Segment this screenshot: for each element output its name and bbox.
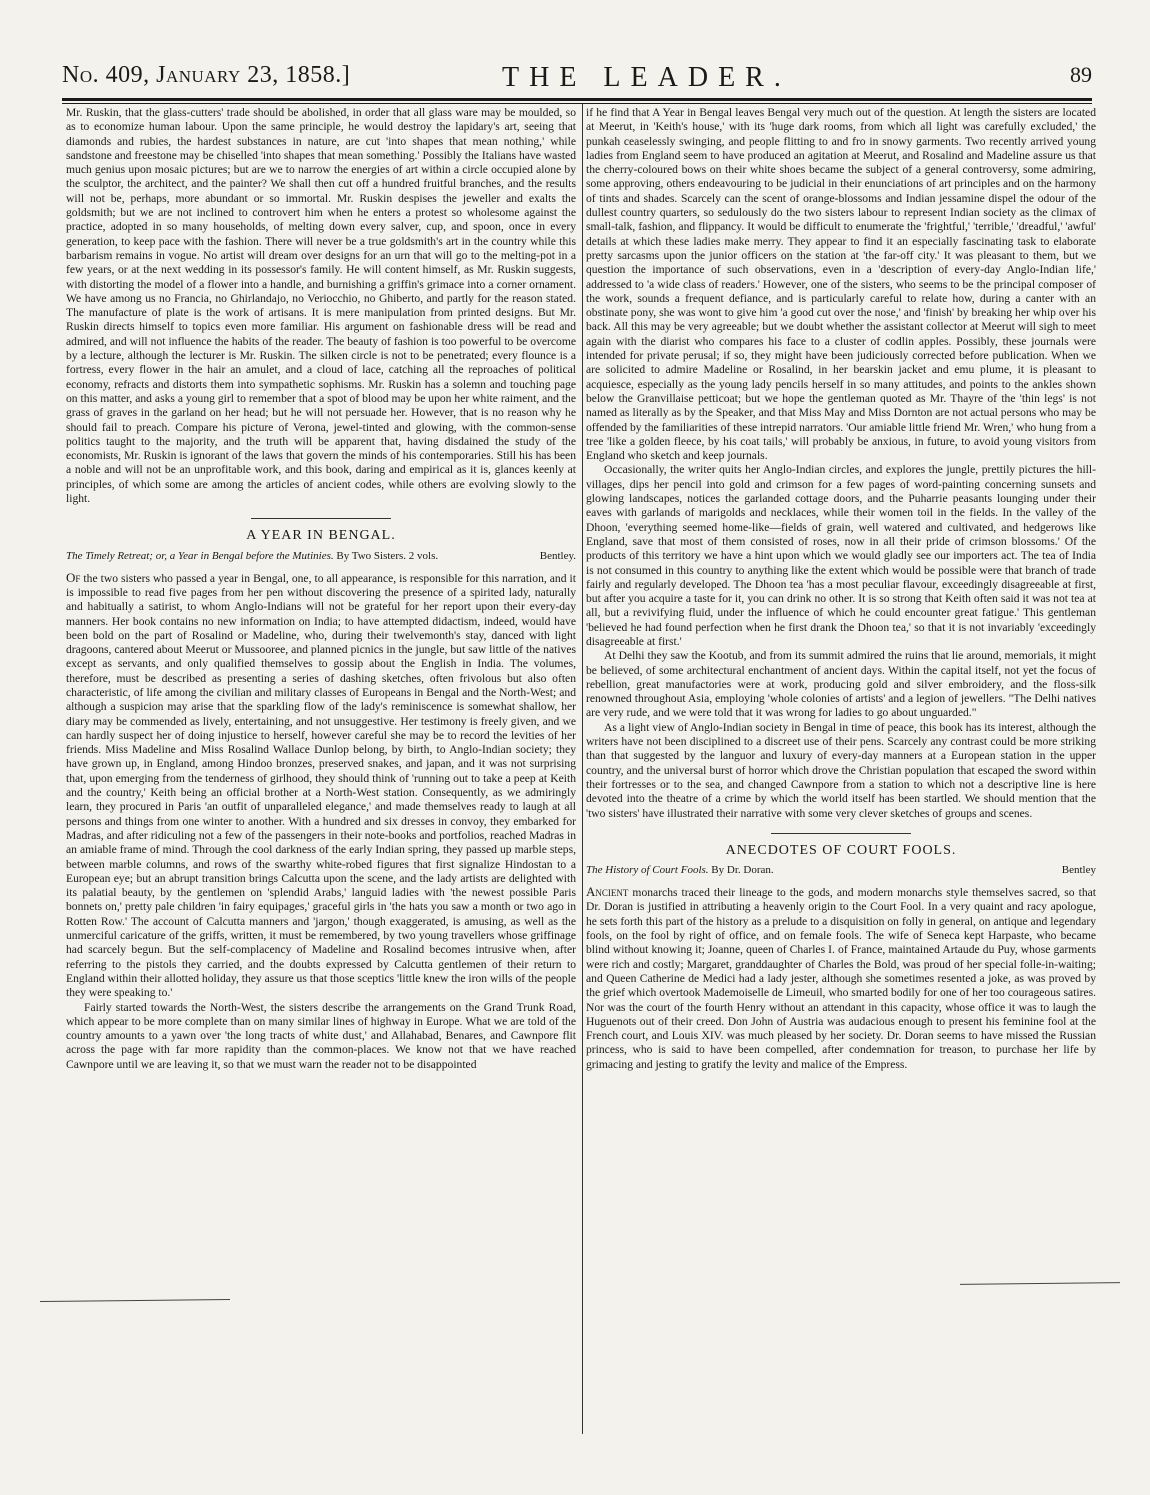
paragraph-body: monarchs traced their lineage to the gods, and modern monarchs style themselves sacred, so that Dr. Doran is justified in attributing a heavenly origin to the Court Fool. In a very quaint and racy apologue, he sets forth this part of the history as a prelude to a disquisition on folly in general, on antique and legendary fools, on the fool by right of office, and on female fools. The wife of Seneca kept Harpaste, who became blind without knowing it; Joanne, queen of Charles I. of France, maintained Artaude du Puy, whose garments were rich and costly; Margaret, granddaughter of Charles the Bold, was proud of her special folle-in-waiting; and Queen Catherine de Medici had a lady jester, although she sometimes resented a joke, as was proved by the grief which overtook Mademoiselle de Limeuil, who smarted bodily for one of her too courageous satires. Nor was the court of the fourth Henry without an attendant in this capacity, whose office it was to laugh the Huguenots out of their creed. Don John of Austria was audacious enough to present his feminine fool at the French court, and Louis XIV. was much pleased by her society. Dr. Doran seems to have missed the Russian princess, who is said to have been compelled, after condemnation for treason, to purchase her life by grimacing and jesting to gratify the levity and malice of the Empress. (586, 886, 1096, 1071)
citation-work: The History of Court Fools. (586, 864, 709, 877)
left-column (66, 106, 576, 1436)
citation-publisher: Bentley. (539, 549, 576, 562)
bengal-paragraph: if he find that A Year in Bengal leaves Bengal very much out of the question. At length the sisters are located at Meerut, in 'Keith's house,' with its 'huge dark rooms, from which all light was carefully excluded,' the punkah ceaselessly swinging, and people flitting to and fro in snowy garments. Two recently arrived young ladies from England seem to have produced an agitation at Meerut, and Rosalind and Madeline assure us that the cherry-coloured bows on their white shoes became the subject of a general controversy, some admiring, some approving, others endeavouring to be judicial in their enunciations of art principles and on the harmony of tints and shades. Scarcely can the scent of orange-blossoms and Indian jessamine dispel the odour of the dullest country quarters, so sedulously do the two sisters labour to represent Indian society as the climax of small-talk, fashion, and flippancy. It would be difficult to enumerate the 'frightful,' 'terrible,' 'dreadful,' 'awful' details at which these ladies make merry. They appear to find it an especially fascinating task to elaborate pretty sarcasms upon the junior officers on the station at 'the far-off city.' It was pleasant to them, but we question the importance of such observations, even in a 'description of every-day Anglo-Indian life,' addressed to 'a wide class of readers.' However, one of the sisters, who seems to be the principal composer of the work, sounds a frequent defiance, and is particularly careful to relate how, during a canter with an obstinate pony, she was wont to give him 'a good cut over the nose,' and 'finish' by breaking her whip over his back. All this may be very agreeable; but we doubt whether the assistant collector at Meerut will sigh to meet again with the diarist who compares his face to a cluster of codlin apples. Possibly, these journals were intended for private perusal; if so, they might have been judiciously corrected before publication. When we are solicited to admire Madeline or Rosalind, in her bearskin jacket and emu plume, it is pleasant to acquiesce, especially as the young lady pencils herself in so many attitudes, and points to the ankles shown below the Granvillaise petticoat; but we hope the gentleman quoted as Mr. Thayre of the 'thin legs' is not named as literally as by the Speaker, and that Miss May and Miss Dornton are not actual persons who may be offended by the familiarities of these intrepid narrators. 'Our amiable little friend Mr. Wren,' who hung from a tree 'like a golden fleece, by his coat tails,' will probably be anxious, in future, to avoid young visitors from England who sketch and keep journals. (586, 106, 1096, 463)
citation-work: The Timely Retreat; or, a Year in Bengal before the Mutinies. (66, 549, 334, 562)
section-divider (251, 518, 391, 519)
page-header (62, 62, 1092, 98)
bengal-paragraph: Fairly started towards the North-West, the sisters describe the arrangements on the Grand Trunk Road, which appear to be more complete than on many similar lines of highway in Europe. What we are told of the country amounts to a yawn over 'the long tracts of white dust,' and Allahabad, Benares, and Cawnpore flit across the page with far more rapidity than the common-places. We know not that we have reached Cawnpore until we are leaving it, so that we must warn the reader not to be disappointed (66, 1000, 576, 1071)
citation-publisher: Bentley (1061, 864, 1096, 877)
citation-author: By Dr. Doran. (711, 864, 774, 877)
initial-word: Of (66, 569, 81, 585)
bengal-paragraph: As a light view of Anglo-Indian society in Bengal in time of peace, this book has its interest, although the writers have not been disciplined to a discreet use of their pens. Scarcely any contrast could be more striking than that suggested by the languor and luxury of every-day manners at a European station in the upper country, and the universal burst of horror which drove the Christian population that escaped the sword within their fortresses or to the sea, and changed Cawnpore from a station to which not a descriptive line is here devoted into the theatre of a crime by which the world itself has been startled. We should mention that the 'two sisters' have illustrated their narrative with some very clever sketches of groups and scenes. (586, 720, 1096, 820)
bengal-paragraph (66, 571, 576, 1001)
citation-bengal (66, 550, 576, 563)
right-column (586, 106, 1096, 1436)
bengal-paragraph: At Delhi they saw the Kootub, and from its summit admired the ruins that lie around, memorials, it might be believed, of some architectural enchantment of ancient days. Within the capital itself, not yet the focus of rebellion, great manufactories were at work, producing gold and silver embroidery, and the floss-silk renowned throughout Asia, employing 'whole colonies of artists' and a legion of jewellers. "The Delhi natives are very rude, and we were told that it was wrong for ladies to go about unguarded." (586, 649, 1096, 720)
section-divider (771, 833, 911, 834)
header-rule (62, 98, 1092, 101)
header-rule-thin (62, 103, 1092, 104)
ruskin-review-paragraph: Mr. Ruskin, that the glass-cutters' trade should be abolished, in order that all glass ware may be moulded, so as to economize human labour. Upon the same principle, he would destroy the lapidary's art, seeing that diamonds and rubies, the hardest substances in nature, are cut 'into shapes that mean nothing,' while sandstone and freestone may be chiselled 'into shapes that mean something.' Possibly the Italians have wasted much genius upon mosaic pictures; but are we to narrow the energies of art within a circle occupied alone by the sculptor, the architect, and the painter? We shall then cut off a hundred fruitful branches, and the results will not be, perhaps, more abundant or so immortal. Mr. Ruskin despises the jeweller and exalts the goldsmith; but we are not inclined to controvert him when he enters a protest so wholesome against the practice, adopted in so many households, of melting down every salver, cup, and spoon, once in every generation, to keep pace with the fashion. There will never be a true goldsmith's art in the country while this barbarism remains in vogue. No artist will dream over designs for an urn that will go to the melting-pot in a few years, or at the next wedding in its possessor's family. He will content himself, as Mr. Ruskin suggests, with distorting the model of a flower into a handle, and burnishing a griffin's grimace into a corner ornament. We have among us no Francia, no Ghirlandajo, no Veriocchio, no Ghiberto, and partly for the reason stated. The manufacture of plate is the work of artisans. It is mere manipulation from printed designs. But Mr. Ruskin directs himself to topics even more familiar. His argument on fashionable dress will be read and admired, and will not influence the habits of the reader. The beauty of fashion is too powerful to be overcome by a lecture, although the lecturer is Mr. Ruskin. The silken circle is not to be penetrated; every flounce is a fortress, every flower in the hair an amulet, and a cloud of lace, catching all the reproaches of political economy, refracts and distorts them into sympathetic sophisms. Mr. Ruskin has a solemn and touching page on this matter, and asks a young girl to remember that a spot of blood may be upon her white raiment, and the grass of graves in the garland on her head; but he will not persuade her. However, that is no reason why he should fail to preach. Compare his picture of Verona, jewel-tinted and glowing, with the common-sense politics taught to the majority, and the truth will be apparent that, having disdained the study of the economists, Mr. Ruskin is ignorant of the laws that govern the minds of his contemporaries. Still his has been a noble and will not be an unprofitable work, and this book, daring and empirical as it is, glances keenly at principles, of which some are among the articles of ancient codes, while others are evolving slowly to the light. (66, 106, 576, 506)
paragraph-body: the two sisters who passed a year in Bengal, one, to all appearance, is responsible for this narration, and it is impossible to read five pages from her pen without discovering the presence of a spirited lady, naturally and habitually a satirist, to whom Anglo-Indians will not be grateful for her report upon their every-day manners. Her book contains no new information on India; to have attempted didactism, indeed, would have been bold on the part of Rosalind or Madeline, who, during their twelvemonth's stay, danced with light dragoons, cantered about Meerut or Mussooree, and planned picnics in the jungle, but saw little of the natives except as servants, and only qualified themselves to gossip about the English in India. The volumes, therefore, must be described as presenting a series of dashing sketches, often frivolous but also often characteristic, of life among the civilian and military classes of Europeans in Bengal and the North-West; and although a suspicion may arise that the sparkling flow of the lady's reminiscence is somewhat shallow, her diary may be commended as lively, entertaining, and not unsuggestive. Her testimony is freely given, and we can hardly suspect her of doing injustice to herself, however careful she may be to record the levities of her friends. Miss Madeline and Miss Rosalind Wallace Dunlop belong, by birth, to Anglo-Indian society; they have grown up, in England, among Hindoo bronzes, preserved snakes, and japan, and it was not surprising that, upon emerging from the tenderness of girlhood, they should think of 'running out to take a peep at Keith and the country,' Keith being an official brother at a North-West station. Consequently, as we admiringly learn, they procured in Paris 'an outfit of unparalleled elegance,' and made themselves ready to laugh at all persons and things from one winter to another. With a hundred and six dresses in convoy, they embarked for Madras, and after ridiculing not a few of the passengers in their note-books and portfolios, reached Madras in an amiable frame of mind. Through the cool darkness of the early Indian spring, they passed up marble steps, between marble columns, and rows of the swarthy white-robed figures that first signalize Hindostan to a European eye; but an abrupt transition brings Calcutta upon the scene, and the lady artists are delighted with its palatial beauty, by the gentlemen on 'splendid Arabs,' languid ladies with 'the newest possible Paris bonnets on,' pretty pale children 'in fairy equipages,' graceful girls in 'the hats you saw a month or two ago in Rotten Row.' The account of Calcutta manners and 'jargon,' though exaggerated, is amusing, as well as the unmerciful caricature of the griffs, written, it must be remembered, by two young travellers whose griffinage had scarcely begun. But the self-complacency of Madeline and Rosalind becomes intrusive when, after referring to the pistols they carried, and the doubts expressed by Calcutta gentlemen of their return to England within their allotted holiday, they assure us that those sceptics 'little knew the iron wills of the people they were speaking to.' (66, 571, 576, 1000)
column-divider (582, 104, 583, 1434)
citation-fools (586, 864, 1096, 877)
paper-title: THE LEADER. (502, 62, 791, 93)
fools-paragraph (586, 885, 1096, 1072)
section-title-bengal: A YEAR IN BENGAL. (246, 528, 396, 544)
issue-line: No. 409, January 23, 1858.] (62, 62, 351, 88)
citation-author: By Two Sisters. 2 vols. (336, 549, 439, 562)
page-number: 89 (1070, 62, 1092, 87)
bengal-paragraph: Occasionally, the writer quits her Anglo-Indian circles, and explores the jungle, prettily pictures the hill-villages, dips her pencil into gold and crimson for a few pages of word-painting concerning sunsets and glowing landscapes, notices the garlanded cottage doors, and the Puharrie peasants lounging under their eaves with garlands of marigolds and necklaces, while their women toil in the fields. In the valley of the Dhoon, 'everything seemed home-like—fields of grain, well watered and cultivated, and hedgerows like England, save that most of them consisted of roses, now in all their pride of crimson blossoms.' Of the products of this territory we have a hint upon which we would gladly see our importers act. The tea of India is not consumed in this country to anything like the extent which would be possible were that branch of trade fairly and regularly developed. The Dhoon tea 'has a most peculiar flavour, exceedingly disagreeable at first, but after you acquire a taste for it, you can drink no other. It is so strong that Keith often said it was not tea at all, but a revivifying fluid, under the influence of which he could encounter great fatigue.' This gentleman 'believed he had found perfection when he first drank the Dhoon tea,' so that it is not invariably 'exceedingly disagreeable at first.' (586, 463, 1096, 648)
initial-word: Ancient (586, 884, 629, 900)
section-title-fools: ANECDOTES OF COURT FOOLS. (725, 842, 957, 858)
